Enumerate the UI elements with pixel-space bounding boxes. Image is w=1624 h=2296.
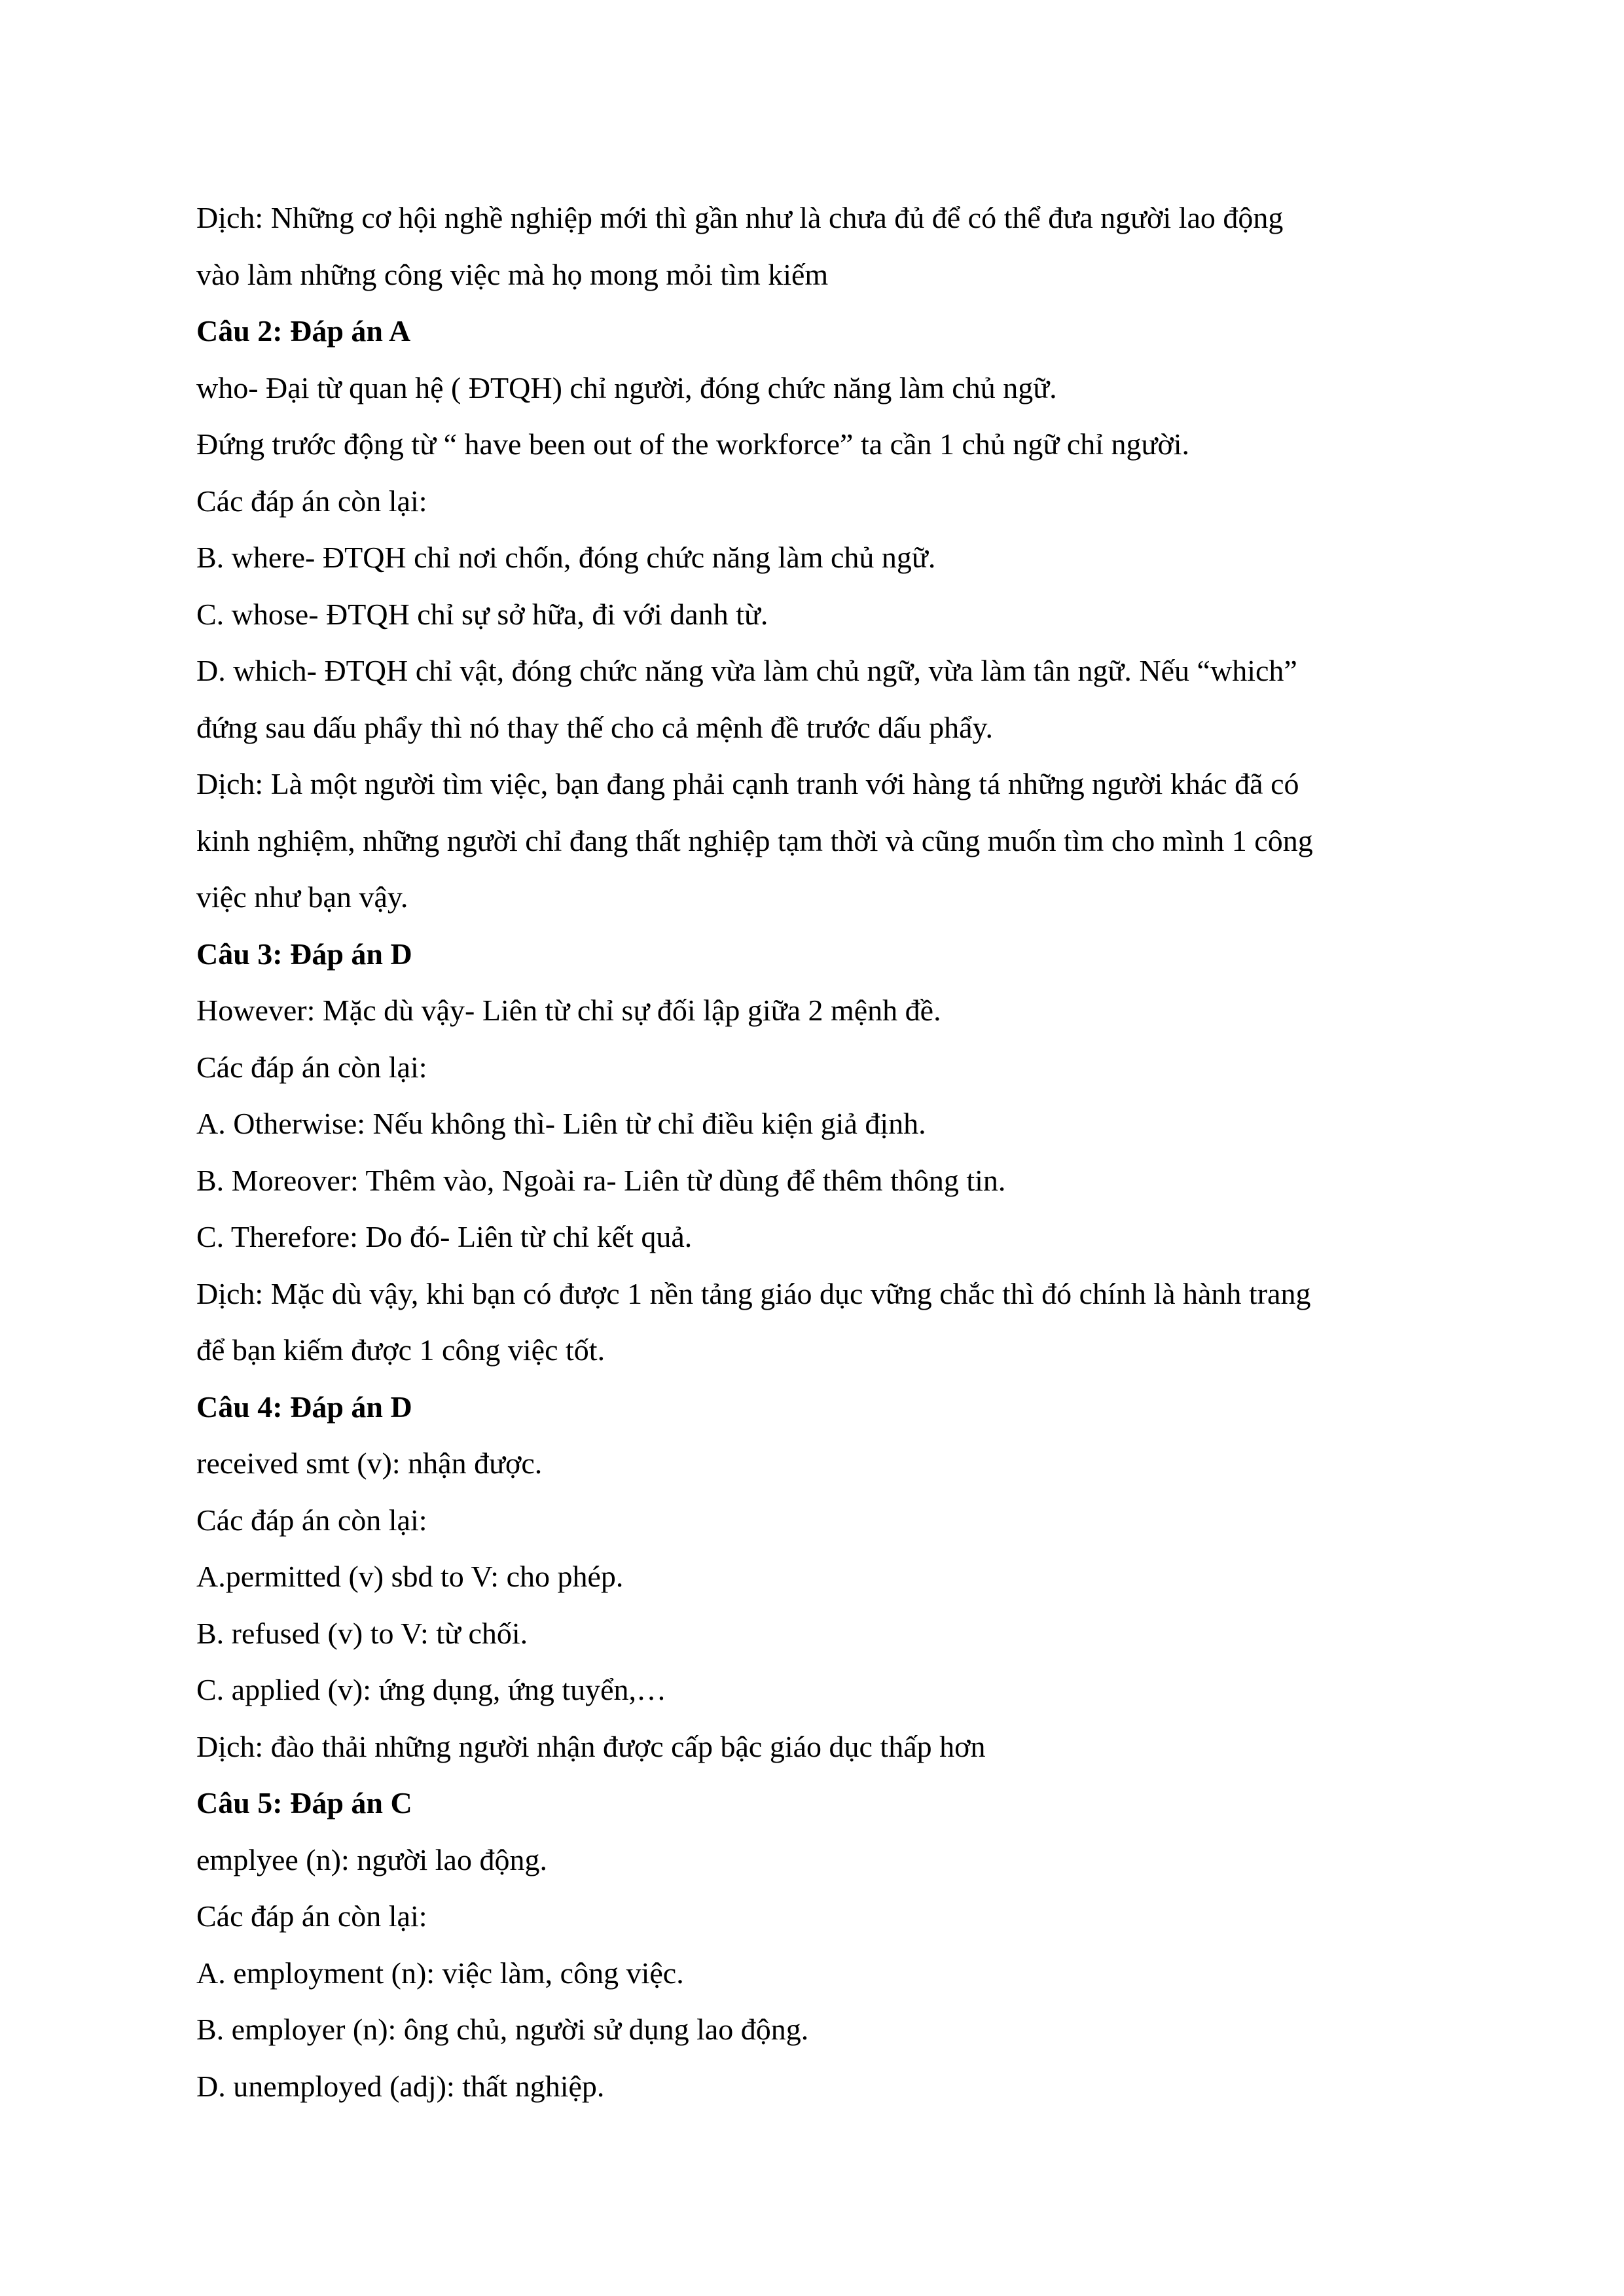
remaining-options-label: Các đáp án còn lại: [196,1503,427,1537]
remaining-options-label: Các đáp án còn lại: [196,1050,427,1084]
remaining-options-label: Các đáp án còn lại: [196,484,427,518]
question-heading: Câu 2: Đáp án A [196,314,411,348]
translation-line: để bạn kiếm được 1 công việc tốt. [196,1333,605,1367]
option-line: A. employment (n): việc làm, công việc. [196,1956,684,1990]
translation-line: Dịch: Những cơ hội nghề nghiệp mới thì gần như là chưa đủ để có thể đưa người lao động [196,201,1284,234]
remaining-options-label: Các đáp án còn lại: [196,1899,427,1933]
question-heading: Câu 5: Đáp án C [196,1786,412,1820]
explanation-line: However: Mặc dù vậy- Liên từ chỉ sự đối lập giữa 2 mệnh đề. [196,994,941,1027]
explanation-line: received smt (v): nhận được. [196,1446,543,1480]
translation-line: Dịch: Là một người tìm việc, bạn đang phải cạnh tranh với hàng tá những người khác đã có [196,767,1299,800]
option-line: đứng sau dấu phẩy thì nó thay thế cho cả mệnh đề trước dấu phẩy. [196,710,994,744]
option-line: A.permitted (v) sbd to V: cho phép. [196,1560,624,1593]
explanation-line: emplyee (n): người lao động. [196,1842,547,1876]
question-heading: Câu 3: Đáp án D [196,937,412,971]
option-line: B. refused (v) to V: từ chối. [196,1616,528,1650]
option-line: B. employer (n): ông chủ, người sử dụng lao động. [196,2013,809,2046]
option-line: C. Therefore: Do đó- Liên từ chỉ kết quả. [196,1220,693,1253]
option-line: B. Moreover: Thêm vào, Ngoài ra- Liên từ dùng để thêm thông tin. [196,1163,1006,1197]
option-line: C. whose- ĐTQH chỉ sự sở hữa, đi với danh từ. [196,597,768,631]
option-line: D. unemployed (adj): thất nghiệp. [196,2069,605,2103]
option-line: D. which- ĐTQH chỉ vật, đóng chức năng vừa làm chủ ngữ, vừa làm tân ngữ. Nếu “which” [196,654,1297,687]
question-heading: Câu 4: Đáp án D [196,1390,412,1424]
option-line: B. where- ĐTQH chỉ nơi chốn, đóng chức năng làm chủ ngữ. [196,541,936,574]
translation-line: Dịch: đào thải những người nhận được cấp bậc giáo dục thấp hơn [196,1729,986,1763]
explanation-line: who- Đại từ quan hệ ( ĐTQH) chỉ người, đóng chức năng làm chủ ngữ. [196,370,1057,404]
option-line: C. applied (v): ứng dụng, ứng tuyển,… [196,1673,667,1706]
translation-line: Dịch: Mặc dù vậy, khi bạn có được 1 nền tảng giáo dục vững chắc thì đó chính là hành trang [196,1276,1311,1310]
explanation-line: Đứng trước động từ “ have been out of the workforce” ta cần 1 chủ ngữ chỉ người. [196,427,1190,461]
translation-line: kinh nghiệm, những người chỉ đang thất nghiệp tạm thời và cũng muốn tìm cho mình 1 công [196,823,1313,857]
translation-line: vào làm những công việc mà họ mong mỏi tìm kiếm [196,257,829,291]
option-line: A. Otherwise: Nếu không thì- Liên từ chỉ điều kiện giả định. [196,1107,926,1140]
document-page [196,190,1440,2115]
translation-line: việc như bạn vậy. [196,880,408,914]
